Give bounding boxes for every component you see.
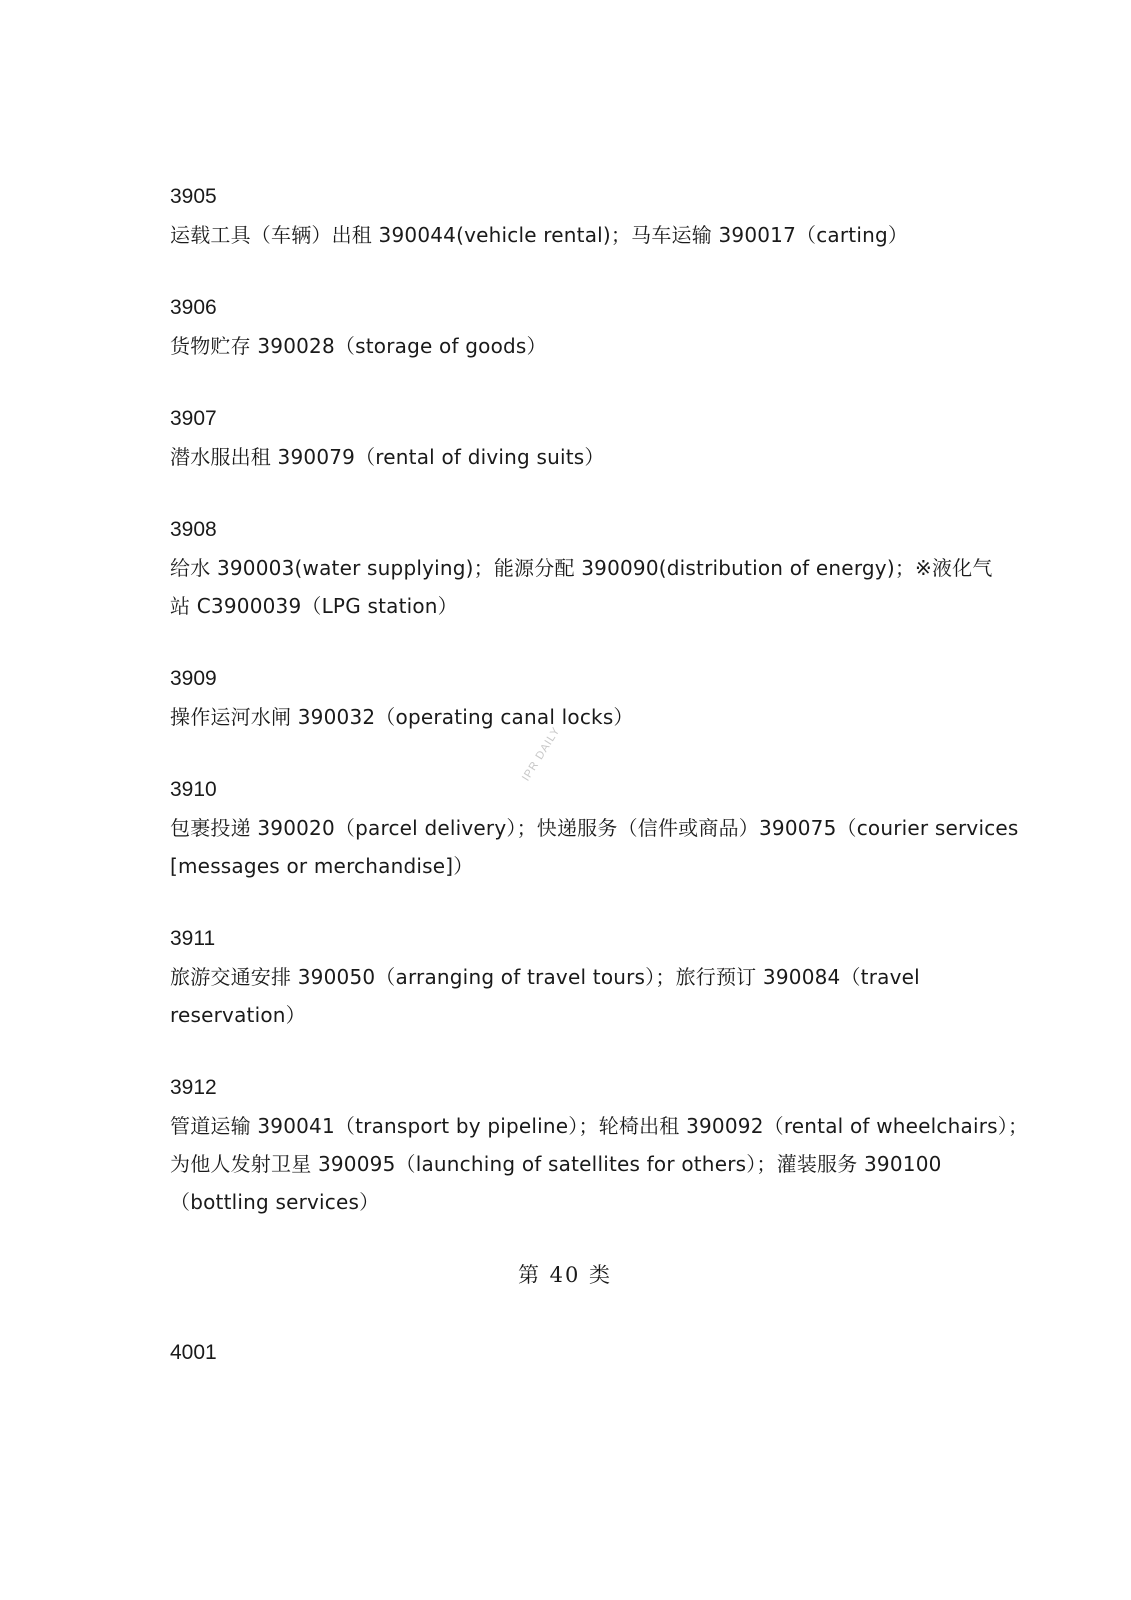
group-line: 包裹投递 390020（parcel delivery）；快递服务（信件或商品）390075（courier services [170, 816, 1019, 840]
group-code: 3908 [170, 518, 217, 541]
group-code: 3905 [170, 185, 217, 208]
class-group-3910 [170, 771, 1019, 885]
class-group-3911 [170, 920, 960, 1034]
class-group-3912 [170, 1069, 1029, 1221]
group-line: （bottling services） [170, 1190, 380, 1214]
group-line: 旅游交通安排 390050（arranging of travel tours）；旅行预订 390084（travel [170, 965, 920, 989]
group-line: 站 C3900039（LPG station） [170, 594, 458, 618]
group-code: 3910 [170, 778, 217, 801]
group-line: 操作运河水闸 390032（operating canal locks） [170, 705, 634, 729]
group-line: 为他人发射卫星 390095（launching of satellites for others）；灌装服务 390100 [170, 1152, 942, 1176]
group-line: 管道运输 390041（transport by pipeline）；轮椅出租 390092（rental of wheelchairs）； [170, 1114, 1029, 1138]
class-group-3907 [170, 400, 960, 476]
group-line: [messages or merchandise]） [170, 854, 474, 878]
group-code: 3911 [170, 927, 216, 950]
class-group-3909 [170, 660, 960, 736]
group-code: 3912 [170, 1076, 217, 1099]
group-line: 货物贮存 390028（storage of goods） [170, 334, 547, 358]
class-group-3905 [170, 178, 960, 254]
class-group-3906 [170, 289, 960, 365]
class-heading: 第 40 类 [517, 1263, 613, 1287]
next-group-code: 4001 [170, 1341, 217, 1364]
group-line: reservation） [170, 1003, 306, 1027]
document-content [170, 178, 1029, 1372]
group-line: 运载工具（车辆）出租 390044(vehicle rental)；马车运输 390017（carting） [170, 223, 909, 247]
watermark-text: IPR DAILY [520, 724, 563, 784]
group-code: 3906 [170, 296, 217, 319]
group-line: 给水 390003(water supplying)；能源分配 390090(distribution of energy)；※液化气 [170, 556, 993, 580]
group-code: 3907 [170, 407, 217, 430]
group-line: 潜水服出租 390079（rental of diving suits） [170, 445, 605, 469]
group-code: 3909 [170, 667, 217, 690]
class-group-3908 [170, 511, 993, 625]
